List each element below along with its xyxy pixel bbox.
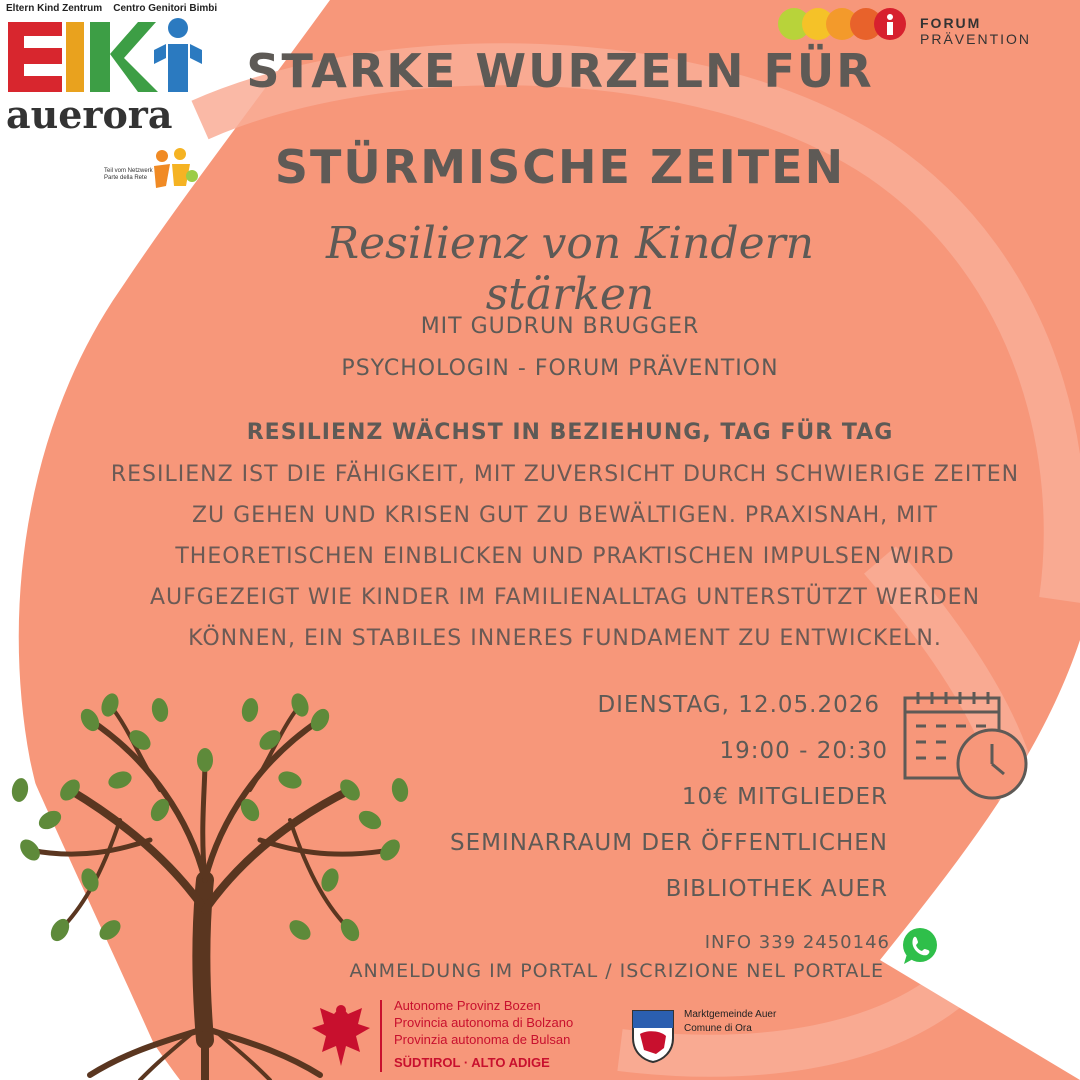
description-line: AUFGEZEIGT WIE KINDER IM FAMILIENALLTAG UNTERSTÜTZT WERDEN — [149, 585, 981, 610]
title-line-2: STÜRMISCHE ZEITEN — [274, 140, 846, 194]
calendar-clock-icon — [902, 690, 1032, 805]
subtitle-script: Resilienz von Kindern stärken — [325, 218, 815, 320]
network-logo-icon — [148, 146, 202, 192]
description-line: ZU GEHEN UND KRISEN GUT ZU BEWÄLTIGEN. PRAXISNAH, MIT — [191, 503, 939, 528]
province-name-it: Provincia autonoma di Bolzano — [394, 1015, 574, 1030]
event-info-phone: INFO 339 2450146 — [704, 932, 890, 953]
event-registration: ANMELDUNG IM PORTAL / ISCRIZIONE NEL PORTALE — [349, 960, 884, 982]
province-brand: SÜDTIROL · ALTO ADIGE — [394, 1055, 550, 1070]
municipality-name-de: Marktgemeinde Auer — [684, 1009, 777, 1020]
municipality-name-it: Comune di Ora — [684, 1023, 752, 1034]
network-label-de: Teil vom Netzwerk — [104, 168, 153, 174]
org-name-de: Eltern Kind Zentrum — [6, 3, 103, 14]
whatsapp-icon[interactable] — [898, 924, 942, 968]
event-venue-line-2: BIBLIOTHEK AUER — [665, 876, 888, 902]
title-line-1: STARKE WURZELN FÜR — [246, 44, 874, 98]
description-body — [90, 454, 1040, 659]
eagle-crest-icon — [310, 1000, 372, 1070]
forum-praevention-logo-icon — [776, 6, 912, 42]
speaker-role: PSYCHOLOGIN - FORUM PRÄVENTION — [341, 356, 779, 381]
province-divider — [380, 1000, 382, 1072]
description-line: THEORETISCHEN EINBLICKEN UND PRAKTISCHEN IMPULSEN WIRD — [175, 544, 955, 569]
description-line: RESILIENZ IST DIE FÄHIGKEIT, MIT ZUVERSICHT DURCH SCHWIERIGE ZEITEN — [110, 462, 1020, 487]
province-name-de: Autonome Provinz Bozen — [394, 998, 541, 1013]
event-price: 10€ MITGLIEDER — [681, 784, 888, 810]
event-venue-line-1: SEMINARRAUM DER ÖFFENTLICHEN — [449, 830, 888, 856]
network-label-it: Parte della Rete — [104, 175, 148, 181]
province-name-lad: Provinzia autonoma de Bulsan — [394, 1032, 571, 1047]
description-line: KÖNNEN, EIN STABILES INNERES FUNDAMENT ZU ENTWICKELN. — [188, 626, 942, 651]
forum-label-bold: FORUM — [920, 15, 982, 31]
description-heading: RESILIENZ WÄCHST IN BEZIEHUNG, TAG FÜR TAG — [246, 420, 894, 445]
event-time: 19:00 - 20:30 — [719, 738, 888, 764]
event-date: DIENSTAG, 12.05.2026 — [597, 692, 880, 718]
eliki-logo — [6, 14, 206, 137]
logo-subtext: auerora — [6, 92, 173, 137]
lion-crest-icon — [630, 1008, 676, 1064]
forum-label-light: PRÄVENTION — [920, 31, 1032, 47]
speaker-name: MIT GUDRUN BRUGGER — [420, 314, 700, 339]
org-name-it: Centro Genitori Bimbi — [113, 3, 218, 14]
